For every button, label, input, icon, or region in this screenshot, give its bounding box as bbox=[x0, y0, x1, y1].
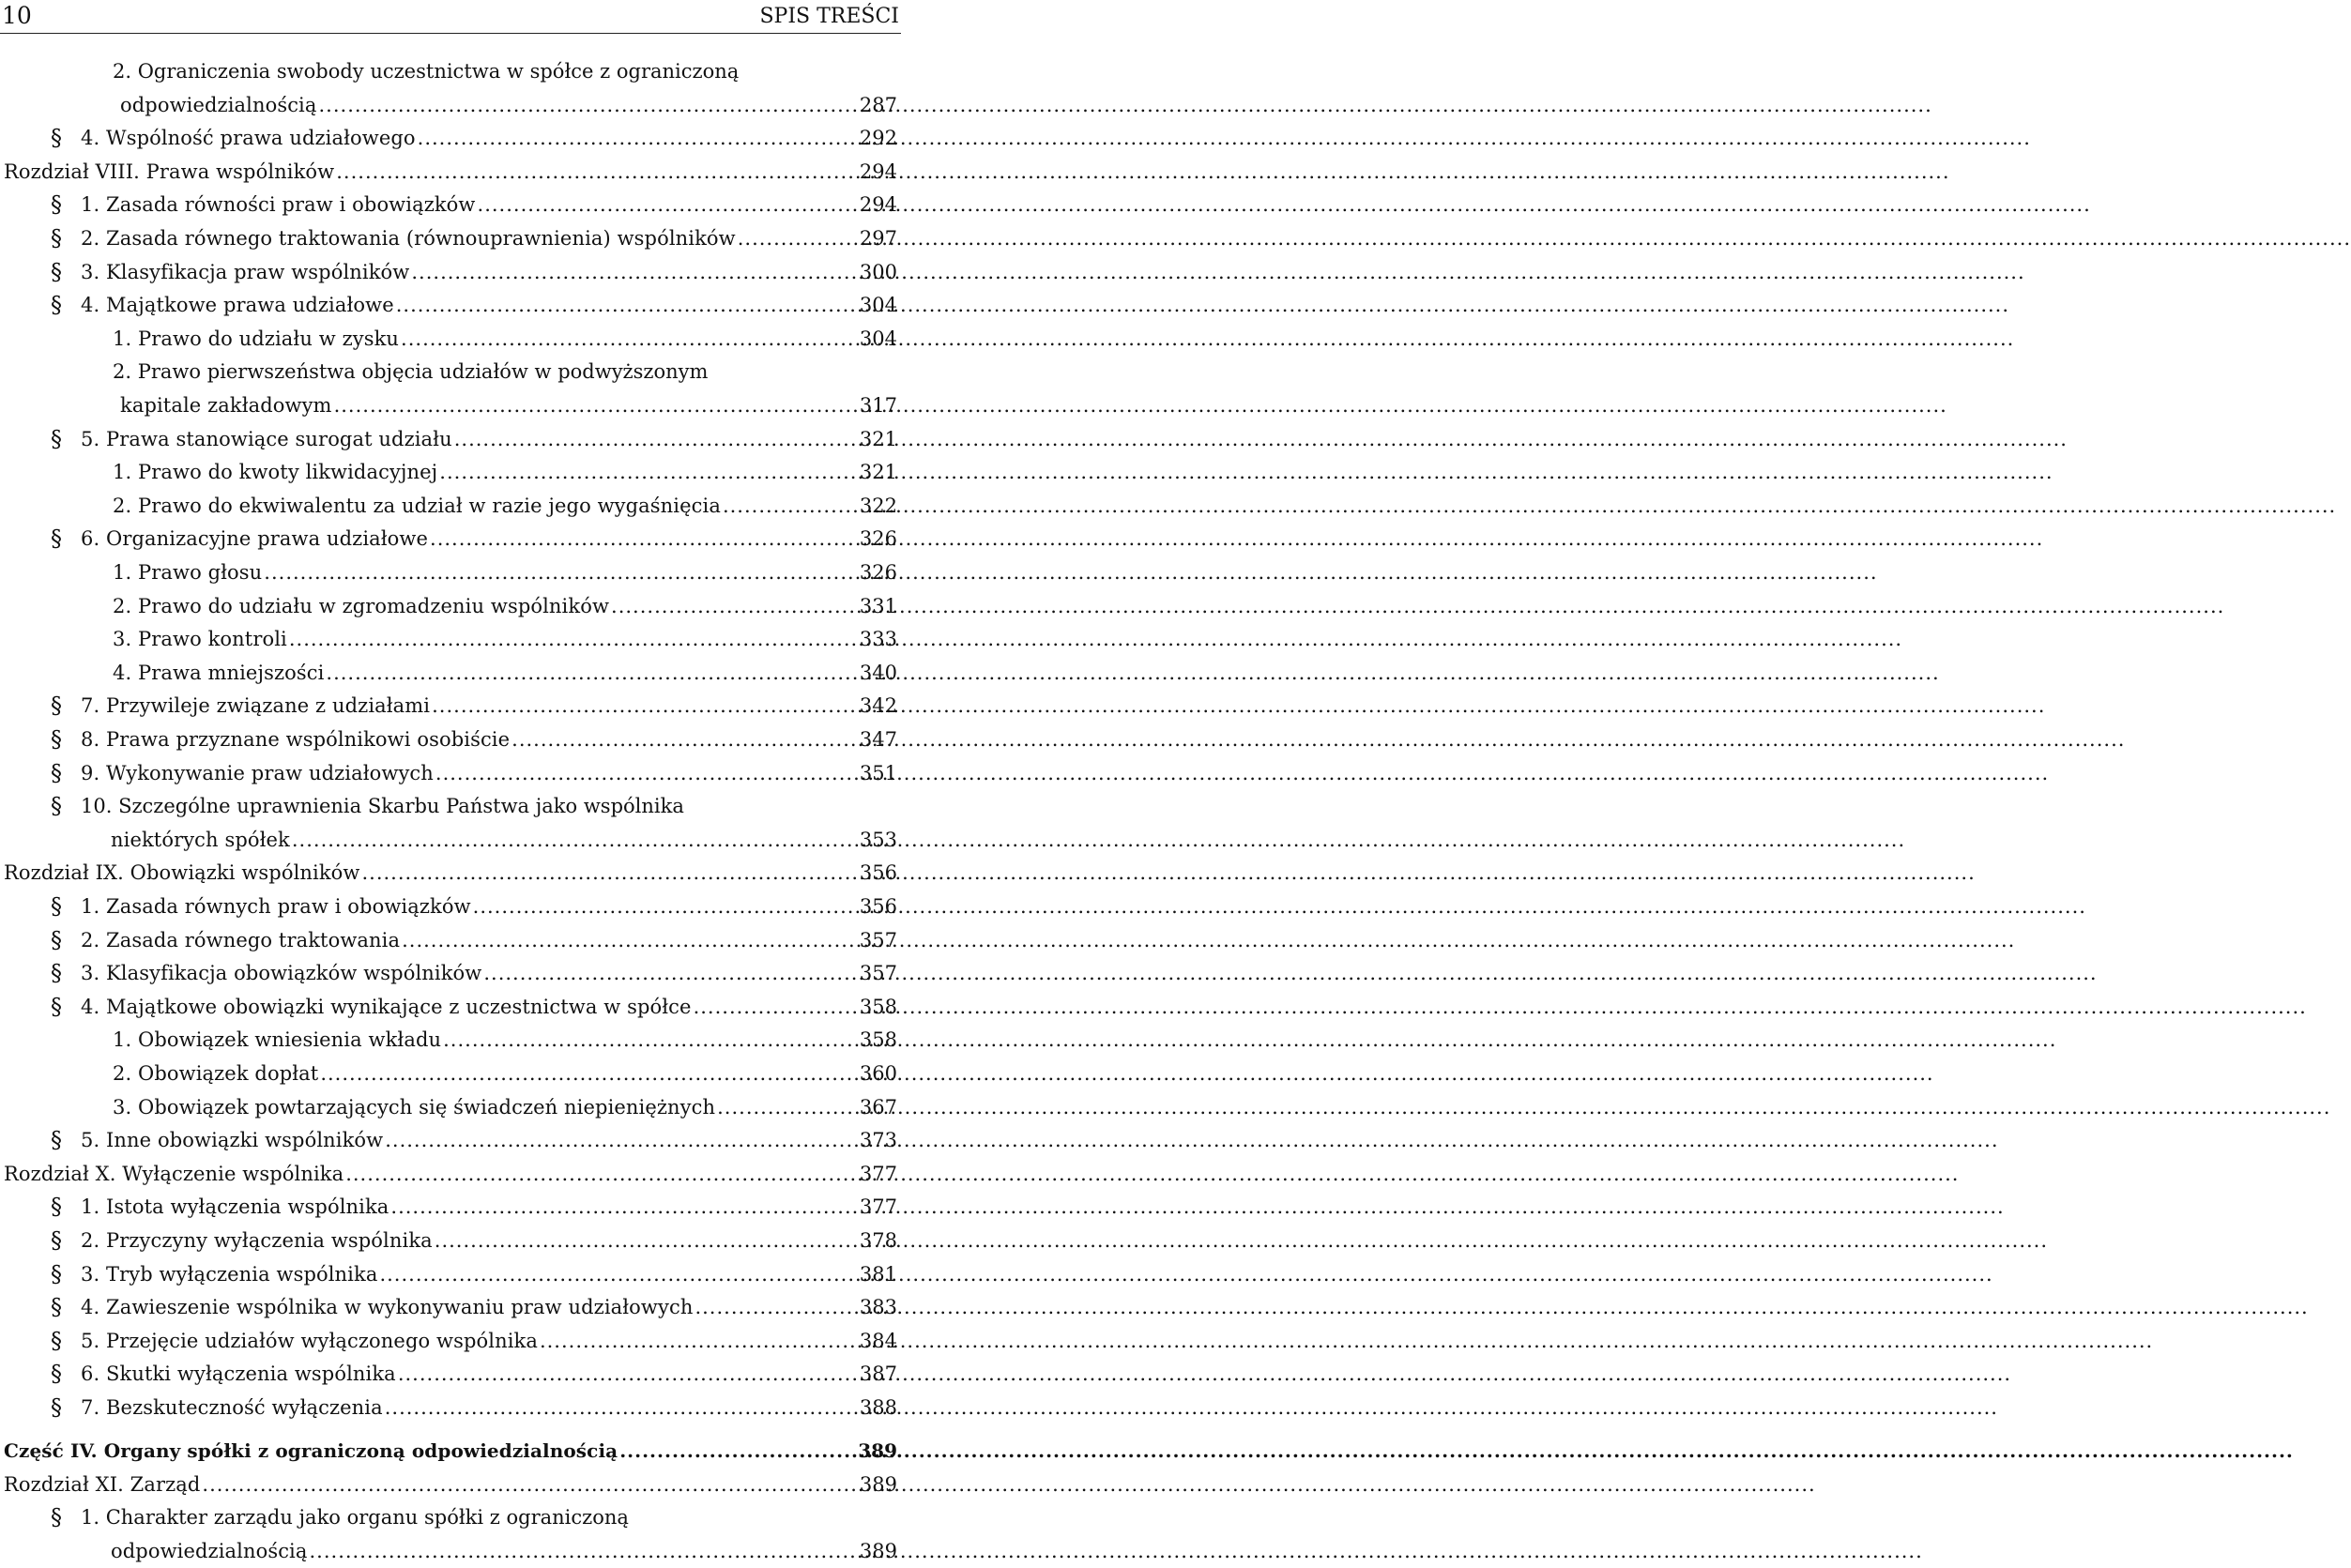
toc-entry-line bbox=[113, 656, 897, 690]
toc-entry-line bbox=[81, 1324, 897, 1358]
toc-entry-line bbox=[113, 489, 897, 523]
toc-entry-title: 7. Przywileje związane z udziałami bbox=[81, 694, 431, 717]
toc-entry-line bbox=[81, 1224, 897, 1257]
toc-entry-line bbox=[4, 1434, 897, 1468]
toc-entry-title: odpowiedzialnością bbox=[120, 94, 317, 116]
toc-entry bbox=[0, 355, 901, 388]
leader-dots bbox=[454, 422, 858, 456]
toc-entry bbox=[0, 723, 901, 756]
toc-page-number: 357 bbox=[859, 962, 897, 984]
section-mark-icon: § bbox=[51, 292, 62, 318]
section-mark-icon: § bbox=[51, 726, 62, 753]
section-mark-icon: § bbox=[51, 927, 62, 953]
leader-dots bbox=[396, 288, 858, 322]
toc-entry-title: 2. Zasada równego traktowania (równouprawnienia) wspólników bbox=[81, 227, 736, 250]
toc-page-number: 389 bbox=[858, 1439, 897, 1462]
leader-dots bbox=[398, 1357, 858, 1391]
leader-dots bbox=[401, 322, 858, 356]
toc-page-number: 389 bbox=[859, 1540, 897, 1562]
toc-entry-title: 3. Klasyfikacja praw wspólników bbox=[81, 261, 410, 283]
toc-entry-title: 3. Prawo kontroli bbox=[113, 628, 287, 650]
toc-entry-title: 3. Tryb wyłączenia wspólnika bbox=[81, 1263, 378, 1286]
leader-dots bbox=[326, 656, 858, 690]
toc-entry-title: 2. Prawo do ekwiwalentu za udział w razie jego wygaśnięcia bbox=[113, 495, 721, 517]
toc-entry bbox=[0, 188, 901, 221]
leader-dots bbox=[540, 1324, 858, 1358]
toc-entry bbox=[0, 1257, 901, 1291]
toc-entry bbox=[0, 823, 901, 857]
toc-entry-line bbox=[81, 288, 897, 322]
toc-page-number: 358 bbox=[859, 1028, 897, 1051]
toc-entry-line bbox=[81, 990, 897, 1024]
leader-dots bbox=[292, 823, 858, 857]
toc-entry bbox=[0, 455, 901, 489]
leader-dots bbox=[611, 589, 858, 623]
leader-dots bbox=[717, 1090, 858, 1124]
toc-entry-line bbox=[81, 1257, 897, 1291]
section-mark-icon: § bbox=[51, 125, 62, 151]
leader-dots bbox=[334, 388, 858, 422]
toc-page-number: 356 bbox=[859, 861, 897, 884]
toc-entry bbox=[0, 255, 901, 289]
toc-page-number: 377 bbox=[859, 1195, 897, 1218]
toc-entry-title: odpowiedzialnością bbox=[111, 1540, 308, 1562]
toc-entry-title: niektórych spółek bbox=[111, 829, 290, 851]
toc-page-number: 300 bbox=[859, 261, 897, 283]
section-mark-icon: § bbox=[51, 1194, 62, 1220]
section-mark-icon: § bbox=[51, 760, 62, 786]
leader-dots bbox=[320, 1057, 858, 1090]
toc-entry-title: Część IV. Organy spółki z ograniczoną odpowiedzialnością bbox=[4, 1439, 618, 1462]
leader-dots bbox=[439, 455, 858, 489]
toc-entry-line bbox=[113, 322, 897, 356]
toc-entry bbox=[0, 1123, 901, 1157]
toc-entry-line bbox=[81, 756, 897, 790]
toc-entry-line bbox=[113, 1090, 897, 1124]
section-mark-icon: § bbox=[51, 693, 62, 719]
toc-entry bbox=[0, 1534, 901, 1568]
toc-entry-line bbox=[81, 923, 897, 957]
leader-dots bbox=[336, 155, 858, 189]
section-mark-icon: § bbox=[51, 225, 62, 251]
toc-entry bbox=[0, 322, 901, 356]
toc-entry-line bbox=[120, 88, 897, 122]
toc-page-number: 353 bbox=[859, 829, 897, 851]
toc-entry bbox=[0, 1324, 901, 1358]
toc-entry-title: 7. Bezskuteczność wyłączenia bbox=[81, 1396, 383, 1419]
toc-entry-line bbox=[81, 956, 897, 990]
toc-page-number: 331 bbox=[859, 595, 897, 617]
leader-dots bbox=[345, 1157, 858, 1191]
toc-page-number: 342 bbox=[859, 694, 897, 717]
section-mark-icon: § bbox=[51, 793, 62, 819]
running-title: SPIS TREŚCI bbox=[759, 5, 899, 28]
leader-dots bbox=[430, 522, 858, 556]
toc-entry bbox=[0, 1190, 901, 1224]
toc-page-number: 389 bbox=[859, 1473, 897, 1496]
leader-dots bbox=[694, 990, 858, 1024]
toc-entry bbox=[0, 1434, 901, 1468]
section-mark-icon: § bbox=[51, 893, 62, 920]
toc-entry-line bbox=[81, 689, 897, 723]
toc-entry bbox=[0, 890, 901, 923]
toc-entry-title: Rozdział VIII. Prawa wspólników bbox=[4, 160, 335, 183]
leader-dots bbox=[483, 956, 858, 990]
toc-entry-line bbox=[4, 1157, 897, 1191]
toc-entry-title: 3. Klasyfikacja obowiązków wspólników bbox=[81, 962, 482, 984]
toc-page-number: 304 bbox=[859, 294, 897, 316]
toc-entry-title: 6. Organizacyjne prawa udziałowe bbox=[81, 527, 429, 550]
toc-page-number: 347 bbox=[859, 728, 897, 751]
toc-entry-line bbox=[120, 388, 897, 422]
toc-page-number: 367 bbox=[859, 1096, 897, 1119]
toc-entry-title: 6. Skutki wyłączenia wspólnika bbox=[81, 1362, 396, 1385]
section-mark-icon: § bbox=[51, 426, 62, 452]
leader-dots bbox=[695, 1290, 857, 1324]
toc-entry bbox=[0, 956, 901, 990]
section-mark-icon: § bbox=[51, 259, 62, 285]
toc-entry bbox=[0, 1224, 901, 1257]
toc-entry-title: Rozdział IX. Obowiązki wspólników bbox=[4, 861, 360, 884]
toc-entry-title: 10. Szczególne uprawnienia Skarbu Państwa jako wspólnika bbox=[81, 795, 684, 817]
toc-entry bbox=[0, 656, 901, 690]
toc-entry-title: 4. Zawieszenie wspólnika w wykonywaniu praw udziałowych bbox=[81, 1296, 694, 1318]
section-mark-icon: § bbox=[51, 1328, 62, 1354]
toc-entry-line bbox=[81, 1391, 897, 1424]
toc-page-number: 373 bbox=[859, 1129, 897, 1151]
toc-entry-line bbox=[81, 723, 897, 756]
toc-page-number: 297 bbox=[859, 227, 897, 250]
toc-entry-title: 2. Obowiązek dopłat bbox=[113, 1062, 319, 1085]
section-mark-icon: § bbox=[51, 1127, 62, 1153]
section-mark-icon: § bbox=[51, 960, 62, 986]
toc-entry-line bbox=[113, 455, 897, 489]
toc-page-number: 321 bbox=[859, 428, 897, 450]
toc-entry-line bbox=[81, 1123, 897, 1157]
toc-entry bbox=[0, 1023, 901, 1057]
toc-entry-line bbox=[81, 255, 897, 289]
toc-entry bbox=[0, 856, 901, 890]
toc-page-number: 384 bbox=[859, 1330, 897, 1352]
toc-page-number: 378 bbox=[859, 1229, 897, 1252]
toc-entry-title: 4. Majątkowe prawa udziałowe bbox=[81, 294, 394, 316]
toc-entry-line bbox=[81, 188, 897, 221]
leader-dots bbox=[418, 121, 858, 155]
toc-entry bbox=[0, 622, 901, 656]
toc-entry bbox=[0, 54, 901, 88]
toc-entry-line bbox=[4, 856, 897, 890]
toc-entry-title: 1. Prawo do udziału w zysku bbox=[113, 327, 400, 350]
toc-entry-line bbox=[113, 622, 897, 656]
leader-dots bbox=[319, 88, 858, 122]
toc-entry bbox=[0, 121, 901, 155]
toc-entry-title: 1. Charakter zarządu jako organu spółki z ograniczoną bbox=[81, 1506, 629, 1529]
toc-entry bbox=[0, 990, 901, 1024]
toc-entry-title: 3. Obowiązek powtarzających się świadczeń niepieniężnych bbox=[113, 1096, 716, 1119]
toc-entry bbox=[0, 689, 901, 723]
toc-entry-line bbox=[111, 1534, 897, 1568]
toc-entry bbox=[0, 489, 901, 523]
leader-dots bbox=[310, 1534, 858, 1568]
toc-entry bbox=[0, 1157, 901, 1191]
toc-page bbox=[0, 0, 901, 1562]
toc-entry-title: Rozdział XI. Zarząd bbox=[4, 1473, 201, 1496]
toc-entry-line bbox=[4, 1468, 897, 1501]
toc-entry-title: 1. Zasada równych praw i obowiązków bbox=[81, 895, 471, 918]
toc-page-number: 294 bbox=[859, 193, 897, 216]
toc-page-number: 304 bbox=[859, 327, 897, 350]
toc-entry-title: 5. Przejęcie udziałów wyłączonego wspólnika bbox=[81, 1330, 538, 1352]
toc-entry-line bbox=[81, 1290, 897, 1324]
leader-dots bbox=[385, 1391, 858, 1424]
toc-page-number: 317 bbox=[859, 394, 897, 417]
toc-entry-title: 5. Inne obowiązki wspólników bbox=[81, 1129, 384, 1151]
toc-page-number: 383 bbox=[859, 1296, 897, 1318]
header-rule bbox=[0, 33, 901, 34]
toc-entry-title: 5. Prawa stanowiące surogat udziału bbox=[81, 428, 452, 450]
toc-entry-line bbox=[113, 1023, 897, 1057]
toc-entry bbox=[0, 1391, 901, 1424]
leader-dots bbox=[361, 856, 857, 890]
leader-dots bbox=[432, 689, 858, 723]
page-header bbox=[0, 0, 901, 32]
toc-page-number: 387 bbox=[859, 1362, 897, 1385]
leader-dots bbox=[411, 255, 858, 289]
toc-entry bbox=[0, 1357, 901, 1391]
toc-entry bbox=[0, 221, 901, 255]
toc-entry-line bbox=[81, 121, 897, 155]
toc-page-number: 351 bbox=[859, 762, 897, 784]
toc-entry bbox=[0, 923, 901, 957]
section-mark-icon: § bbox=[51, 1227, 62, 1254]
toc-entry-title: 4. Prawa mniejszości bbox=[113, 662, 325, 684]
leader-dots bbox=[289, 622, 858, 656]
leader-dots bbox=[435, 1224, 858, 1257]
section-mark-icon: § bbox=[51, 1261, 62, 1287]
section-mark-icon: § bbox=[51, 525, 62, 552]
toc-entry bbox=[0, 155, 901, 189]
toc-entry-line bbox=[111, 823, 897, 857]
toc-page-number: 321 bbox=[859, 461, 897, 483]
toc-entry-title: 9. Wykonywanie praw udziałowych bbox=[81, 762, 434, 784]
toc-entry bbox=[0, 789, 901, 823]
page-number: 10 bbox=[2, 2, 32, 29]
section-mark-icon: § bbox=[51, 994, 62, 1020]
toc-page-number: 326 bbox=[859, 561, 897, 584]
toc-entry-line bbox=[81, 221, 897, 255]
toc-entry-line bbox=[81, 522, 897, 556]
leader-dots bbox=[478, 188, 858, 221]
toc-entry-line bbox=[113, 1057, 897, 1090]
leader-dots bbox=[723, 489, 858, 523]
leader-dots bbox=[435, 756, 858, 790]
toc-entry-title: 2. Prawo do udziału w zgromadzeniu wspólników bbox=[113, 595, 610, 617]
toc-entry-title: 1. Obowiązek wniesienia wkładu bbox=[113, 1028, 442, 1051]
toc-page-number: 340 bbox=[859, 662, 897, 684]
toc-entry-line bbox=[81, 1357, 897, 1391]
section-mark-icon: § bbox=[51, 191, 62, 218]
toc-page-number: 356 bbox=[859, 895, 897, 918]
toc-entry-line bbox=[113, 556, 897, 589]
toc-page-number: 292 bbox=[859, 127, 897, 149]
leader-dots bbox=[619, 1434, 856, 1468]
toc-entry-title: 1. Prawo głosu bbox=[113, 561, 263, 584]
toc-entry-title: 4. Majątkowe obowiązki wynikające z uczestnictwa w spółce bbox=[81, 996, 692, 1018]
toc-entry-line bbox=[81, 890, 897, 923]
toc-entry-title: 1. Istota wyłączenia wspólnika bbox=[81, 1195, 389, 1218]
toc-entry bbox=[0, 1500, 901, 1534]
toc-entry-line bbox=[81, 422, 897, 456]
toc-page-number: 360 bbox=[859, 1062, 897, 1085]
toc-entry bbox=[0, 1057, 901, 1090]
leader-dots bbox=[390, 1190, 858, 1224]
toc-entry-title: Rozdział X. Wyłączenie wspólnika bbox=[4, 1163, 344, 1185]
toc-page-number: 326 bbox=[859, 527, 897, 550]
toc-page-number: 381 bbox=[859, 1263, 897, 1286]
toc-entry-title: 1. Zasada równości praw i obowiązków bbox=[81, 193, 476, 216]
toc-page-number: 333 bbox=[859, 628, 897, 650]
toc-entry-line bbox=[113, 589, 897, 623]
leader-dots bbox=[443, 1023, 858, 1057]
toc-page-number: 357 bbox=[859, 929, 897, 951]
leader-dots bbox=[385, 1123, 858, 1157]
toc-entry bbox=[0, 1468, 901, 1501]
toc-page-number: 358 bbox=[859, 996, 897, 1018]
toc-entry-title: 8. Prawa przyznane wspólnikowi osobiście bbox=[81, 728, 511, 751]
leader-dots bbox=[202, 1468, 857, 1501]
leader-dots bbox=[511, 723, 858, 756]
section-mark-icon: § bbox=[51, 1294, 62, 1320]
toc-entry bbox=[0, 1090, 901, 1124]
toc-entry-title: kapitale zakładowym bbox=[120, 394, 332, 417]
leader-dots bbox=[473, 890, 858, 923]
toc-entry bbox=[0, 1290, 901, 1324]
toc-entry-title: 2. Zasada równego traktowania bbox=[81, 929, 401, 951]
toc-entry bbox=[0, 556, 901, 589]
leader-dots bbox=[738, 221, 858, 255]
leader-dots bbox=[379, 1257, 857, 1291]
section-mark-icon: § bbox=[51, 1361, 62, 1387]
toc-entry-title: 2. Przyczyny wyłączenia wspólnika bbox=[81, 1229, 433, 1252]
toc-page-number: 287 bbox=[859, 94, 897, 116]
section-mark-icon: § bbox=[51, 1504, 62, 1530]
toc-page-number: 294 bbox=[859, 160, 897, 183]
leader-dots bbox=[402, 923, 858, 957]
toc-entry bbox=[0, 88, 901, 122]
toc-entry-title: 2. Prawo pierwszeństwa objęcia udziałów w podwyższonym bbox=[113, 360, 709, 383]
toc-entry-line bbox=[4, 155, 897, 189]
toc-entry-title: 2. Ograniczenia swobody uczestnictwa w spółce z ograniczoną bbox=[113, 60, 740, 83]
toc-page-number: 377 bbox=[859, 1163, 897, 1185]
toc-entry-title: 1. Prawo do kwoty likwidacyjnej bbox=[113, 461, 438, 483]
toc-entry bbox=[0, 589, 901, 623]
toc-entry bbox=[0, 288, 901, 322]
toc-entry bbox=[0, 756, 901, 790]
toc-entry-title: 4. Wspólność prawa udziałowego bbox=[81, 127, 416, 149]
toc-entry bbox=[0, 422, 901, 456]
section-mark-icon: § bbox=[51, 1394, 62, 1421]
toc-entry bbox=[0, 388, 901, 422]
toc-page-number: 322 bbox=[859, 495, 897, 517]
toc-page-number: 388 bbox=[859, 1396, 897, 1419]
leader-dots bbox=[264, 556, 858, 589]
toc-entry-line bbox=[81, 1190, 897, 1224]
toc-entry bbox=[0, 522, 901, 556]
